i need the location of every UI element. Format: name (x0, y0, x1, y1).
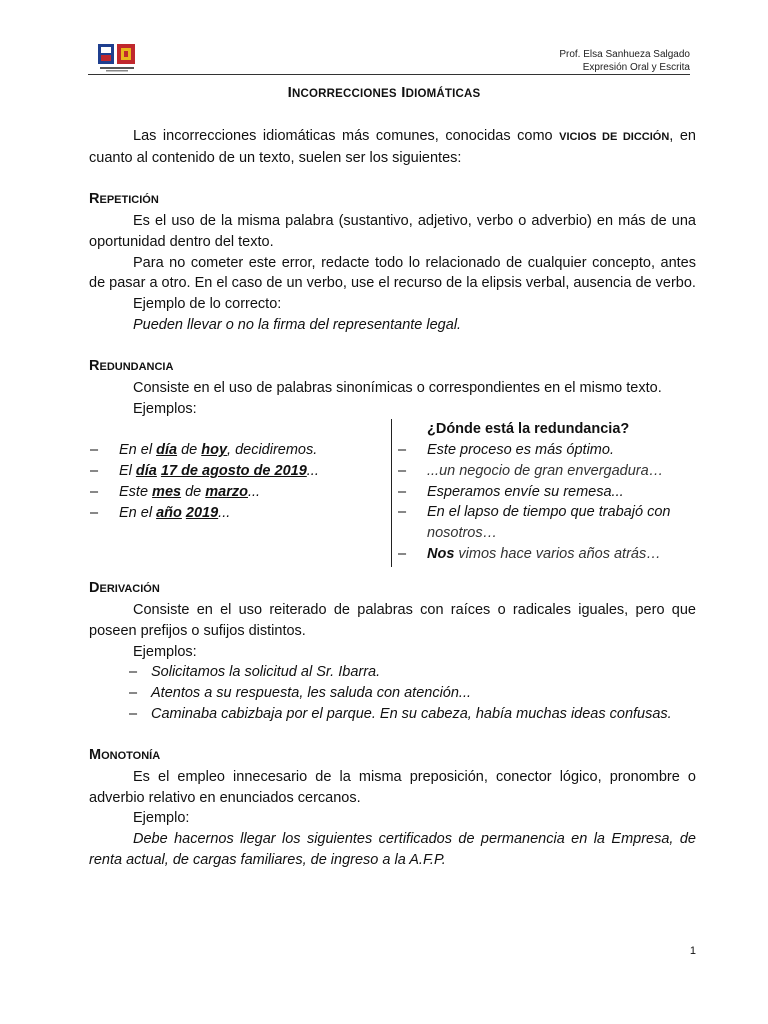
list-item: – En el lapso de tiempo que trabajó con (398, 504, 671, 521)
header-course: Expresión Oral y Escrita (582, 62, 690, 73)
document-body (89, 126, 696, 871)
redundancia-right-column (397, 419, 697, 564)
redundancia-examples-table (89, 419, 696, 569)
column-divider (391, 419, 392, 567)
monotonia-p1: Es el empleo innecesario de la misma preposición, conector lógico, pronombre o adverbio relativo en enunciados cercanos. (89, 769, 696, 806)
redundancia-left-column (89, 440, 389, 523)
header-author: Prof. Elsa Sanhueza Salgado (559, 49, 690, 60)
list-item: – El día 17 de agosto de 2019... (90, 463, 319, 480)
list-item: – Nos vimos hace varios años atrás… (398, 545, 661, 562)
repeticion-example: Pueden llevar o no la firma del representante legal. (133, 316, 462, 333)
intro-paragraph: Las incorrecciones idiomáticas más comunes, conocidas como VICIOS DE DICCIÓN, en cuanto al contenido de un texto, suelen ser los siguientes: (89, 128, 696, 166)
redundancia-question: ¿Dónde está la redundancia? (427, 421, 630, 438)
list-item: – En el año 2019... (90, 504, 231, 521)
heading-redundancia: REDUNDANCIA (89, 358, 174, 375)
university-logo (96, 42, 138, 74)
redundancia-p1: Consiste en el uso de palabras sinonímicas o correspondientes en el mismo texto. (133, 380, 662, 397)
derivacion-examples (89, 662, 696, 724)
heading-monotonia: MONOTONÍA (89, 747, 161, 764)
heading-derivacion: DERIVACIÓN (89, 580, 160, 597)
repeticion-p1: Es el uso de la misma palabra (sustantivo, adjetivo, verbo o adverbio) en más de una oportunidad dentro del texto. (89, 213, 696, 250)
list-item: – En el día de hoy, decidiremos. (90, 442, 318, 459)
page-number: 1 (689, 945, 696, 957)
redundancia-examples-label: Ejemplos: (133, 400, 197, 417)
list-item: – Esperamos envíe su remesa... (398, 483, 624, 500)
page-header (559, 48, 690, 74)
heading-repeticion: REPETICIÓN (89, 191, 159, 208)
header-rule (88, 74, 690, 75)
page-title: INCORRECCIONES IDIOMÁTICAS (287, 84, 481, 101)
list-item: – Atentos a su respuesta, les saluda con atención... (129, 684, 472, 701)
derivacion-p1: Consiste en el uso reiterado de palabras con raíces o radicales iguales, pero que poseen prefijos o sufijos distintos. (89, 602, 696, 639)
list-item: – Este mes de marzo... (90, 483, 261, 500)
vicios-term: VICIOS DE DICCIÓN (559, 131, 670, 143)
repeticion-p2: Para no cometer este error, redacte todo lo relacionado de cualquier concepto, antes de pasar a otro. En el caso de un verbo, use el recurso de la elipsis verbal, ausencia de verbo. (89, 254, 696, 292)
list-item: – Este proceso es más óptimo. (398, 442, 614, 459)
monotonia-example-label: Ejemplo: (133, 810, 190, 827)
repeticion-example-label: Ejemplo de lo correcto: (133, 295, 282, 312)
list-item-continuation: nosotros… (427, 524, 498, 541)
derivacion-examples-label: Ejemplos: (133, 643, 197, 660)
list-item: – Caminaba cabizbaja por el parque. En su cabeza, había muchas ideas confusas. (129, 705, 672, 722)
list-item: – Solicitamos la solicitud al Sr. Ibarra. (129, 664, 381, 681)
list-item: – ...un negocio de gran envergadura… (398, 462, 664, 479)
monotonia-example: Debe hacernos llegar los siguientes certificados de permanencia en la Empresa, de renta actual, de cargas familiares, de ingreso a la A.F.P. (89, 831, 696, 868)
